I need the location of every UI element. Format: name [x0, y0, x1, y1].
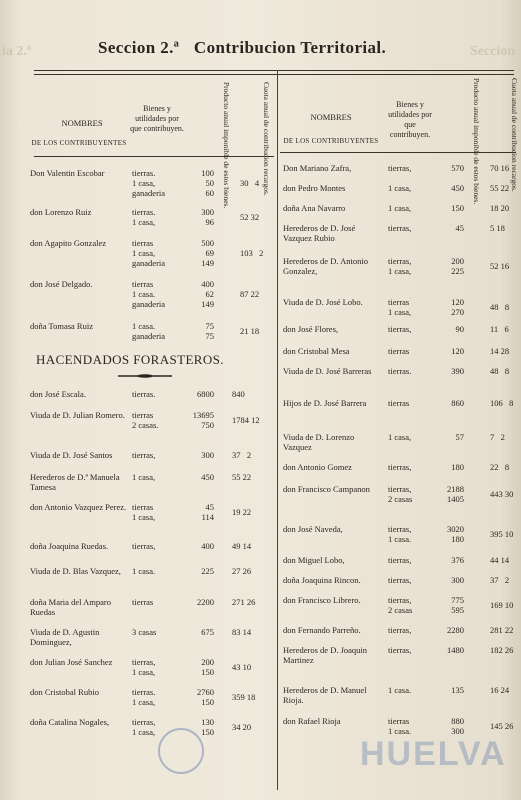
quota-cell: 145 26 [490, 721, 514, 731]
goods-cell: 1 casa, [388, 183, 412, 193]
contributor-name: don Rafael Rioja [283, 716, 341, 726]
goods-cell: tierras, [388, 223, 412, 233]
goods-cell: tierras 1 casa, ganaderia [132, 238, 166, 268]
product-cell: 150 [451, 203, 464, 213]
quota-cell: 106 8 [490, 398, 514, 408]
quota-cell: 37 2 [490, 575, 510, 585]
product-cell: 100 50 60 [201, 168, 214, 198]
header-names-sub-right: DE LOS CONTRIBUYENTES [283, 137, 379, 145]
goods-cell: tierras 1 casa. [388, 716, 412, 736]
product-cell: 400 [201, 541, 214, 551]
header-names-sub-left: DE LOS CONTRIBUYENTES [31, 139, 127, 147]
table-row [0, 716, 521, 736]
contributor-name: doña Ana Navarro [283, 203, 346, 213]
product-cell: 500 69 149 [201, 238, 214, 268]
quota-cell: 83 14 [232, 627, 252, 637]
product-cell: 400 62 149 [201, 279, 214, 309]
contributor-name: Herederos de D.ª Manuela Tamesa [30, 472, 120, 492]
contributor-name: don Pedro Montes [283, 183, 346, 193]
contributor-name: Viuda de D. José Barreras [283, 366, 372, 376]
bleed-through-right: Seccion [470, 44, 516, 59]
quota-cell: 443 30 [490, 489, 514, 499]
table-row [0, 432, 521, 452]
product-cell: 13695 750 [192, 410, 214, 430]
product-cell: 376 [451, 555, 464, 565]
goods-cell: tierras, [388, 555, 412, 565]
table-row [0, 575, 521, 585]
goods-cell: tierras, 2 casas [388, 484, 413, 504]
goods-cell: tierras [132, 597, 154, 607]
product-cell: 3020 180 [447, 524, 464, 544]
product-cell: 200 225 [451, 256, 464, 276]
contributor-name: doña Joaquina Rincon. [283, 575, 361, 585]
quota-cell: 840 [232, 389, 245, 399]
goods-cell: tierras, [132, 450, 156, 460]
product-cell: 75 75 [205, 321, 214, 341]
quota-cell: 52 16 [490, 261, 510, 271]
product-cell: 880 300 [451, 716, 464, 736]
header-rule-right [280, 152, 516, 153]
table-row [0, 555, 521, 565]
section-label: Seccion 2.ª [98, 38, 180, 57]
forasteros-heading: HACENDADOS FORASTEROS. [36, 352, 224, 367]
goods-cell: 1 casa. ganaderia [132, 321, 166, 341]
quota-cell: 16 24 [490, 685, 510, 695]
goods-cell: tierras, [388, 645, 412, 655]
table-row [0, 163, 521, 173]
quota-cell: 22 8 [490, 462, 510, 472]
header-goods-right: Bienes y utilidades por que contribuyen. [388, 100, 432, 139]
goods-cell: tierras, 1 casa, [132, 657, 156, 677]
contributor-name: don Miguel Lobo, [283, 555, 345, 565]
header-names-right: NOMBRES [310, 112, 352, 122]
quota-cell: 359 18 [232, 692, 256, 702]
goods-cell: tierras. [132, 389, 156, 399]
goods-cell: tierras. 1 casa, ganaderia [132, 168, 166, 198]
header-product-left: Producto anual imponible de estos bienes. [222, 82, 231, 209]
quota-cell: 55 22 [232, 472, 252, 482]
product-cell: 225 [201, 566, 214, 576]
contributor-name: Don Valentin Escobar [30, 168, 105, 178]
table-row [0, 346, 521, 356]
goods-cell: tierras, 1 casa. [388, 524, 412, 544]
table-row [0, 366, 521, 376]
contributor-name: don Fernando Parreño. [283, 625, 361, 635]
header-quota-left: Cuota anual de contribucion recargos. [262, 82, 271, 196]
product-cell: 2760 150 [197, 687, 214, 707]
table-row [0, 502, 521, 522]
goods-cell: 1 casa, [388, 203, 412, 213]
contributor-name: doña Catalina Nogales, [30, 717, 110, 727]
table-row [0, 462, 521, 472]
table-row [0, 183, 521, 193]
product-cell: 570 [451, 163, 464, 173]
quota-cell: 182 26 [490, 645, 514, 655]
contributor-name: Viuda de D. Blas Vazquez, [30, 566, 121, 576]
contributor-name: don Cristobal Rubio [30, 687, 99, 697]
contributor-name: Herederos de D. José Vazquez Rubio [283, 223, 356, 243]
quota-cell: 43 10 [232, 662, 252, 672]
product-cell: 180 [451, 462, 464, 472]
table-row [0, 297, 521, 317]
goods-cell: tierras, 2 casas [388, 595, 413, 615]
quota-cell: 281 22 [490, 625, 514, 635]
table-row [0, 450, 521, 460]
contributor-name: Viuda de D. Julian Romero. [30, 410, 125, 420]
goods-cell: tierras 1 casa, [388, 297, 412, 317]
table-row [0, 657, 521, 677]
contributor-name: Herederos de D. Antonio Gonzalez, [283, 256, 368, 276]
quota-cell: 11 6 [490, 324, 509, 334]
goods-cell: 1 casa, [132, 472, 156, 482]
contributor-name: Herederos de D. Joaquin Martinez [283, 645, 368, 665]
table-row [0, 524, 521, 544]
bleed-through-left: ia 2.ª [2, 44, 32, 59]
product-cell: 45 [455, 223, 464, 233]
table-row [0, 595, 521, 615]
library-watermark: HUELVA [360, 735, 507, 773]
quota-cell: 44 14 [490, 555, 510, 565]
quota-cell: 55 22 [490, 183, 510, 193]
product-cell: 300 [451, 575, 464, 585]
goods-cell: tierras, [132, 541, 156, 551]
product-cell: 1480 [447, 645, 464, 655]
table-row [0, 484, 521, 504]
quota-cell: 87 22 [240, 289, 260, 299]
contributor-name: Viuda de D. Agustin Dominguez, [30, 627, 100, 647]
product-cell: 860 [451, 398, 464, 408]
contributor-name: Viuda de D. Lorenzo Vazquez [283, 432, 355, 452]
product-cell: 300 96 [201, 207, 214, 227]
goods-cell: tierras 1 casa, [132, 502, 156, 522]
goods-cell: 1 casa, [388, 432, 412, 442]
goods-cell: tierras, 1 casa, [132, 717, 156, 737]
goods-cell: tierras, [388, 324, 412, 334]
table-row [0, 625, 521, 635]
quota-cell: 1784 12 [232, 415, 260, 425]
goods-cell: 1 casa. [388, 685, 412, 695]
product-cell: 675 [201, 627, 214, 637]
product-cell: 450 [451, 183, 464, 193]
contributor-name: don Cristobal Mesa [283, 346, 350, 356]
product-cell: 450 [201, 472, 214, 482]
product-cell: 135 [451, 685, 464, 695]
library-seal-mark [158, 728, 204, 774]
goods-cell: tierras. 1 casa, [132, 207, 156, 227]
contributor-name: don Francisco Librero. [283, 595, 361, 605]
product-cell: 90 [455, 324, 464, 334]
goods-cell: tierras, [388, 462, 412, 472]
quota-cell: 52 32 [240, 212, 260, 222]
contributor-name: Viuda de D. José Santos [30, 450, 113, 460]
top-rule [34, 70, 514, 71]
contributor-name: don José Delgado. [30, 279, 93, 289]
quota-cell: 30 4 [240, 178, 260, 188]
header-product-right: Producto anual imponible de estos bienes. [472, 78, 481, 205]
goods-cell: tierras. [388, 366, 412, 376]
product-cell: 300 [201, 450, 214, 460]
product-cell: 200 150 [201, 657, 214, 677]
quota-cell: 48 8 [490, 302, 510, 312]
quota-cell: 21 18 [240, 326, 260, 336]
header-quota-right: Cuota anual de contribucion recargos. [510, 78, 519, 192]
quota-cell: 271 26 [232, 597, 256, 607]
goods-cell: tierras 2 casas. [132, 410, 159, 430]
quota-cell: 7 2 [490, 432, 505, 442]
product-cell: 2280 [447, 625, 464, 635]
header-goods-left: Bienes y utilidades por que contribuyen. [130, 104, 184, 133]
goods-cell: tierras, [388, 625, 412, 635]
product-cell: 120 270 [451, 297, 464, 317]
quota-cell: 70 16 [490, 163, 510, 173]
contributor-name: don Antonio Gomez [283, 462, 352, 472]
quota-cell: 5 18 [490, 223, 505, 233]
contributor-name: Don Mariano Zafra, [283, 163, 352, 173]
product-cell: 775 595 [451, 595, 464, 615]
quota-cell: 49 14 [232, 541, 252, 551]
contributor-name: doña Maria del Amparo Ruedas [30, 597, 111, 617]
quota-cell: 19 22 [232, 507, 252, 517]
contributor-name: Hijos de D. José Barrera [283, 398, 367, 408]
contributor-name: doña Tomasa Ruiz [30, 321, 93, 331]
table-row [0, 324, 521, 334]
header-names-left: NOMBRES [61, 118, 103, 128]
quota-cell: 395 10 [490, 529, 514, 539]
goods-cell: tierras [388, 346, 410, 356]
product-cell: 2188 1405 [447, 484, 464, 504]
contributor-name: Viuda de D. José Lobo. [283, 297, 363, 307]
table-row [0, 398, 521, 408]
product-cell: 2200 [197, 597, 214, 607]
product-cell: 45 114 [201, 502, 214, 522]
contributor-name: don Lorenzo Ruiz [30, 207, 92, 217]
goods-cell: tierras, [388, 575, 412, 585]
contributor-name: don José Escala. [30, 389, 86, 399]
contributor-name: don José Naveda, [283, 524, 343, 534]
goods-cell: tierras, 1 casa, [388, 256, 412, 276]
quota-cell: 103 2 [240, 248, 264, 258]
top-rule-thin [34, 74, 514, 75]
page-title [98, 38, 386, 58]
quota-cell: 14 28 [490, 346, 510, 356]
quota-cell: 18 20 [490, 203, 510, 213]
contributor-name: don Francisco Campanon [283, 484, 370, 494]
quota-cell: 169 10 [490, 600, 514, 610]
product-cell: 390 [451, 366, 464, 376]
contributor-name: don Julian José Sanchez [30, 657, 113, 667]
goods-cell: tierras, [388, 163, 412, 173]
table-row [0, 410, 521, 430]
quota-cell: 48 8 [490, 366, 510, 376]
title-text: Contribucion Territorial. [193, 38, 387, 57]
product-cell: 130 150 [201, 717, 214, 737]
contributor-name: Herederos de D. Manuel Rioja. [283, 685, 367, 705]
contributor-name: don José Flores, [283, 324, 339, 334]
goods-cell: tierras [388, 398, 410, 408]
goods-cell: 1 casa. [132, 566, 156, 576]
quota-cell: 34 20 [232, 722, 252, 732]
product-cell: 57 [455, 432, 464, 442]
table-row [0, 256, 521, 276]
contributor-name: doña Joaquina Ruedas. [30, 541, 109, 551]
table-row [0, 203, 521, 213]
product-cell: 6800 [197, 389, 214, 399]
quota-cell: 37 2 [232, 450, 252, 460]
goods-cell: tierras 1 casa. ganaderia [132, 279, 166, 309]
contributor-name: don Agapito Gonzalez [30, 238, 107, 248]
goods-cell: 3 casas [132, 627, 157, 637]
product-cell: 120 [451, 346, 464, 356]
goods-cell: tierras. 1 casa, [132, 687, 156, 707]
header-rule-left [34, 156, 274, 157]
contributor-name: don Antonio Vazquez Perez. [30, 502, 127, 512]
quota-cell: 27 26 [232, 566, 252, 576]
